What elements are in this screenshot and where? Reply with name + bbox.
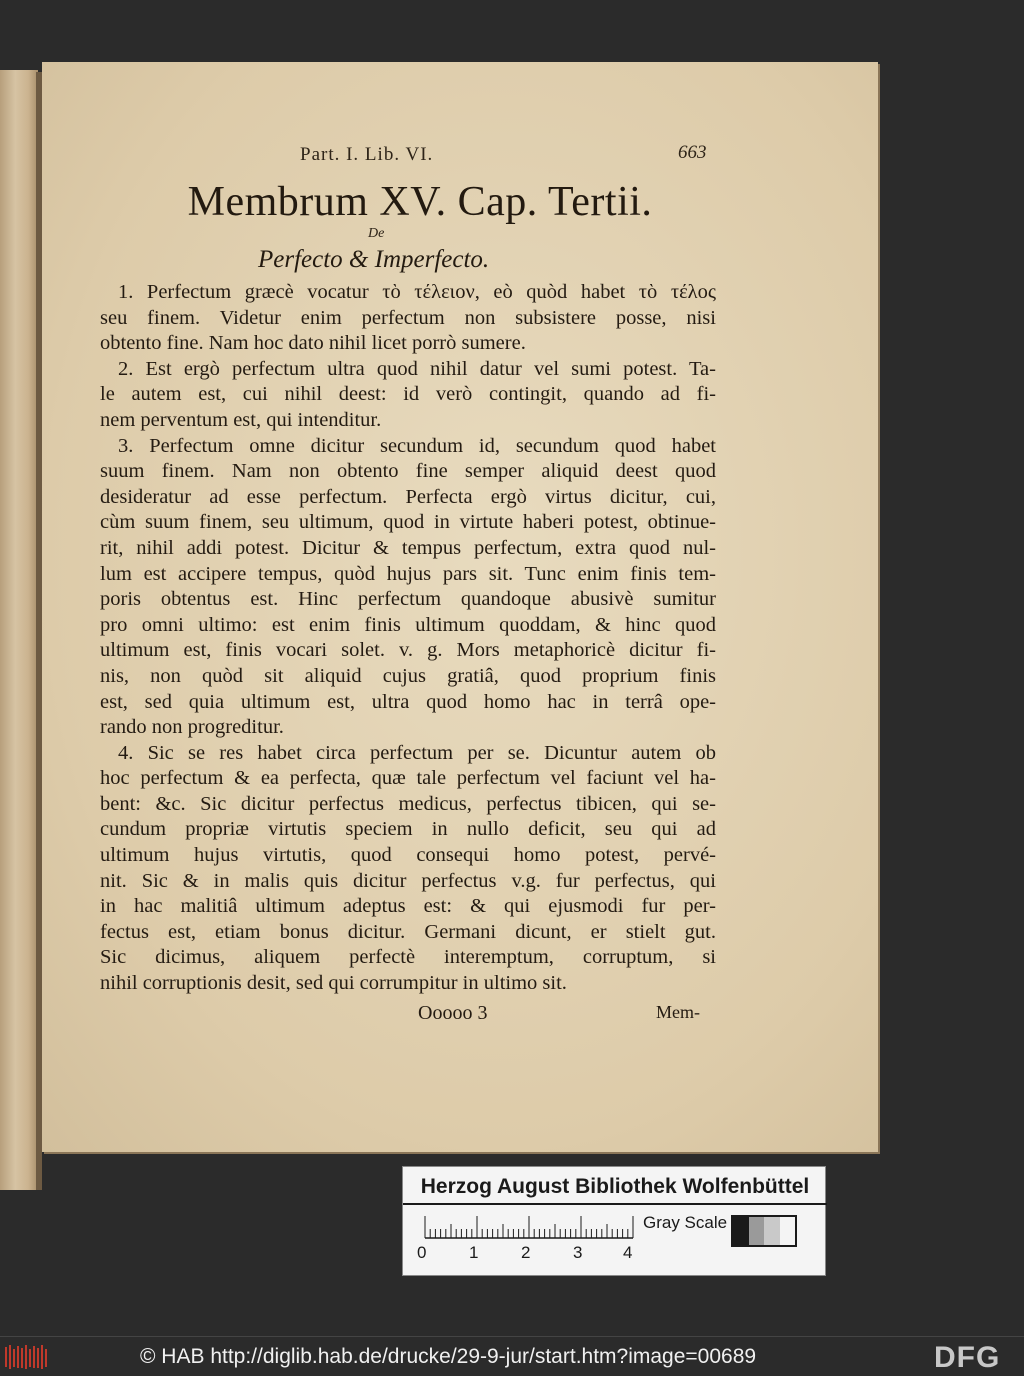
text-line: cùm suum finem, seu ultimum, quod in virtute haberi potest, obtinue- [100,511,716,534]
ruler-label: 3 [573,1243,583,1262]
book-edge [0,70,38,1190]
text-line: rando non progreditur. [100,716,284,739]
text-line: pro omni ultimo: est enim finis ultimum quoddam, & hinc quod [100,613,716,636]
text-line: nihil corruptionis desit, sed qui corrumpitur in ultimo sit. [100,972,567,995]
gray-scale-label: Gray Scale [643,1213,728,1232]
text-line: 3. Perfectum omne dicitur secundum id, secundum quod habet [118,434,716,457]
text-line: lum est accipere tempus, quòd hujus pars sit. Tunc enim finis tem- [100,562,716,585]
color-scale-card [402,1166,826,1276]
hab-logo-icon [4,1343,48,1371]
page-subtitle: Perfecto & Imperfecto. [258,246,490,273]
text-line: in hac malitiâ ultimum adeptus est: & qui ejusmodi fur per- [100,895,716,918]
text-line: cundum propriæ virtutis speciem in nullo deficit, seu qui ad [100,818,716,841]
text-line: est, sed quia ultimum est, ultra quod homo hac in terrâ ope- [100,690,716,713]
running-head: Part. I. Lib. VI. [300,144,434,165]
text-line: suum finem. Nam non obtento fine semper aliquid deest quod [100,460,716,483]
institution-name: Herzog August Bibliothek Wolfenbüttel [403,1175,827,1205]
text-line: rit, nihil addi potest. Dicitur & tempus perfectum, extra quod nul- [100,536,716,559]
text-line: bent: &c. Sic dicitur perfectus medicus, perfectus tibicen, qui se- [100,792,716,815]
ruler-label: 0 [417,1243,427,1262]
ruler-label: 2 [521,1243,531,1262]
ruler-label: 4 [623,1243,633,1262]
signature-mark: Ooooo 3 [418,1002,488,1024]
ruler-ticks [423,1213,635,1239]
text-line: poris obtentus est. Hinc perfectum quandoque abusivè sumitur [100,588,716,611]
gray-swatch [780,1217,796,1245]
body-text [100,280,716,997]
text-line: ultimum est, finis vocari solet. v. g. Mors metaphoricè dicitur fi- [100,639,716,662]
text-line: desideratur ad esse perfectum. Perfecta ergò virtus dicitur, cui, [100,485,716,508]
text-line: seu finem. Videtur enim perfectum non subsistere posse, nisi [100,306,716,329]
text-line: nis, non quòd sit aliquid cujus gratiâ, quod proprium finis [100,664,716,687]
gray-swatch [733,1217,749,1245]
catchword: Mem- [656,1002,700,1022]
text-line: nem perventum est, qui intenditur. [100,408,382,431]
text-line: le autem est, cui nihil deest: id verò contingit, quando ad fi- [100,383,716,406]
text-line: nit. Sic & in malis quis dicitur perfectus v.g. fur perfectus, qui [100,869,716,892]
text-line: 4. Sic se res habet circa perfectum per se. Dicuntur autem ob [118,741,716,764]
dfg-logo: DFG [934,1341,1001,1374]
page-title: Membrum XV. Cap. Tertii. [187,179,653,225]
subtitle-de: De [368,226,385,241]
text-line: 1. Perfectum græcè vocatur τὸ τέλειον, eò quòd habet τὸ τέλος [118,281,716,303]
gray-swatch [764,1217,780,1245]
text-line: hoc perfectum & ea perfecta, quæ tale perfectum vel faciunt vel ha- [100,767,716,790]
footer-bar [0,1336,1024,1376]
copyright-link[interactable]: © HAB http://diglib.hab.de/drucke/29-9-jur/start.htm?image=00689 [140,1345,757,1368]
text-line: ultimum hujus virtutis, quod consequi homo potest, pervé- [100,844,716,867]
text-line: 2. Est ergò perfectum ultra quod nihil datur vel sumi potest. Ta- [118,357,716,380]
text-line: Sic dicimus, aliquem perfectè interemptum, corruptum, si [100,946,716,969]
ruler-label: 1 [469,1243,479,1262]
text-line: obtento fine. Nam hoc dato nihil licet porrò sumere. [100,332,526,355]
text-line: fectus est, etiam bonus dicitur. Germani dicunt, er stielt gut. [100,920,716,943]
gray-scale-bar [731,1215,797,1247]
gray-swatch [749,1217,765,1245]
page-number: 663 [678,142,707,163]
